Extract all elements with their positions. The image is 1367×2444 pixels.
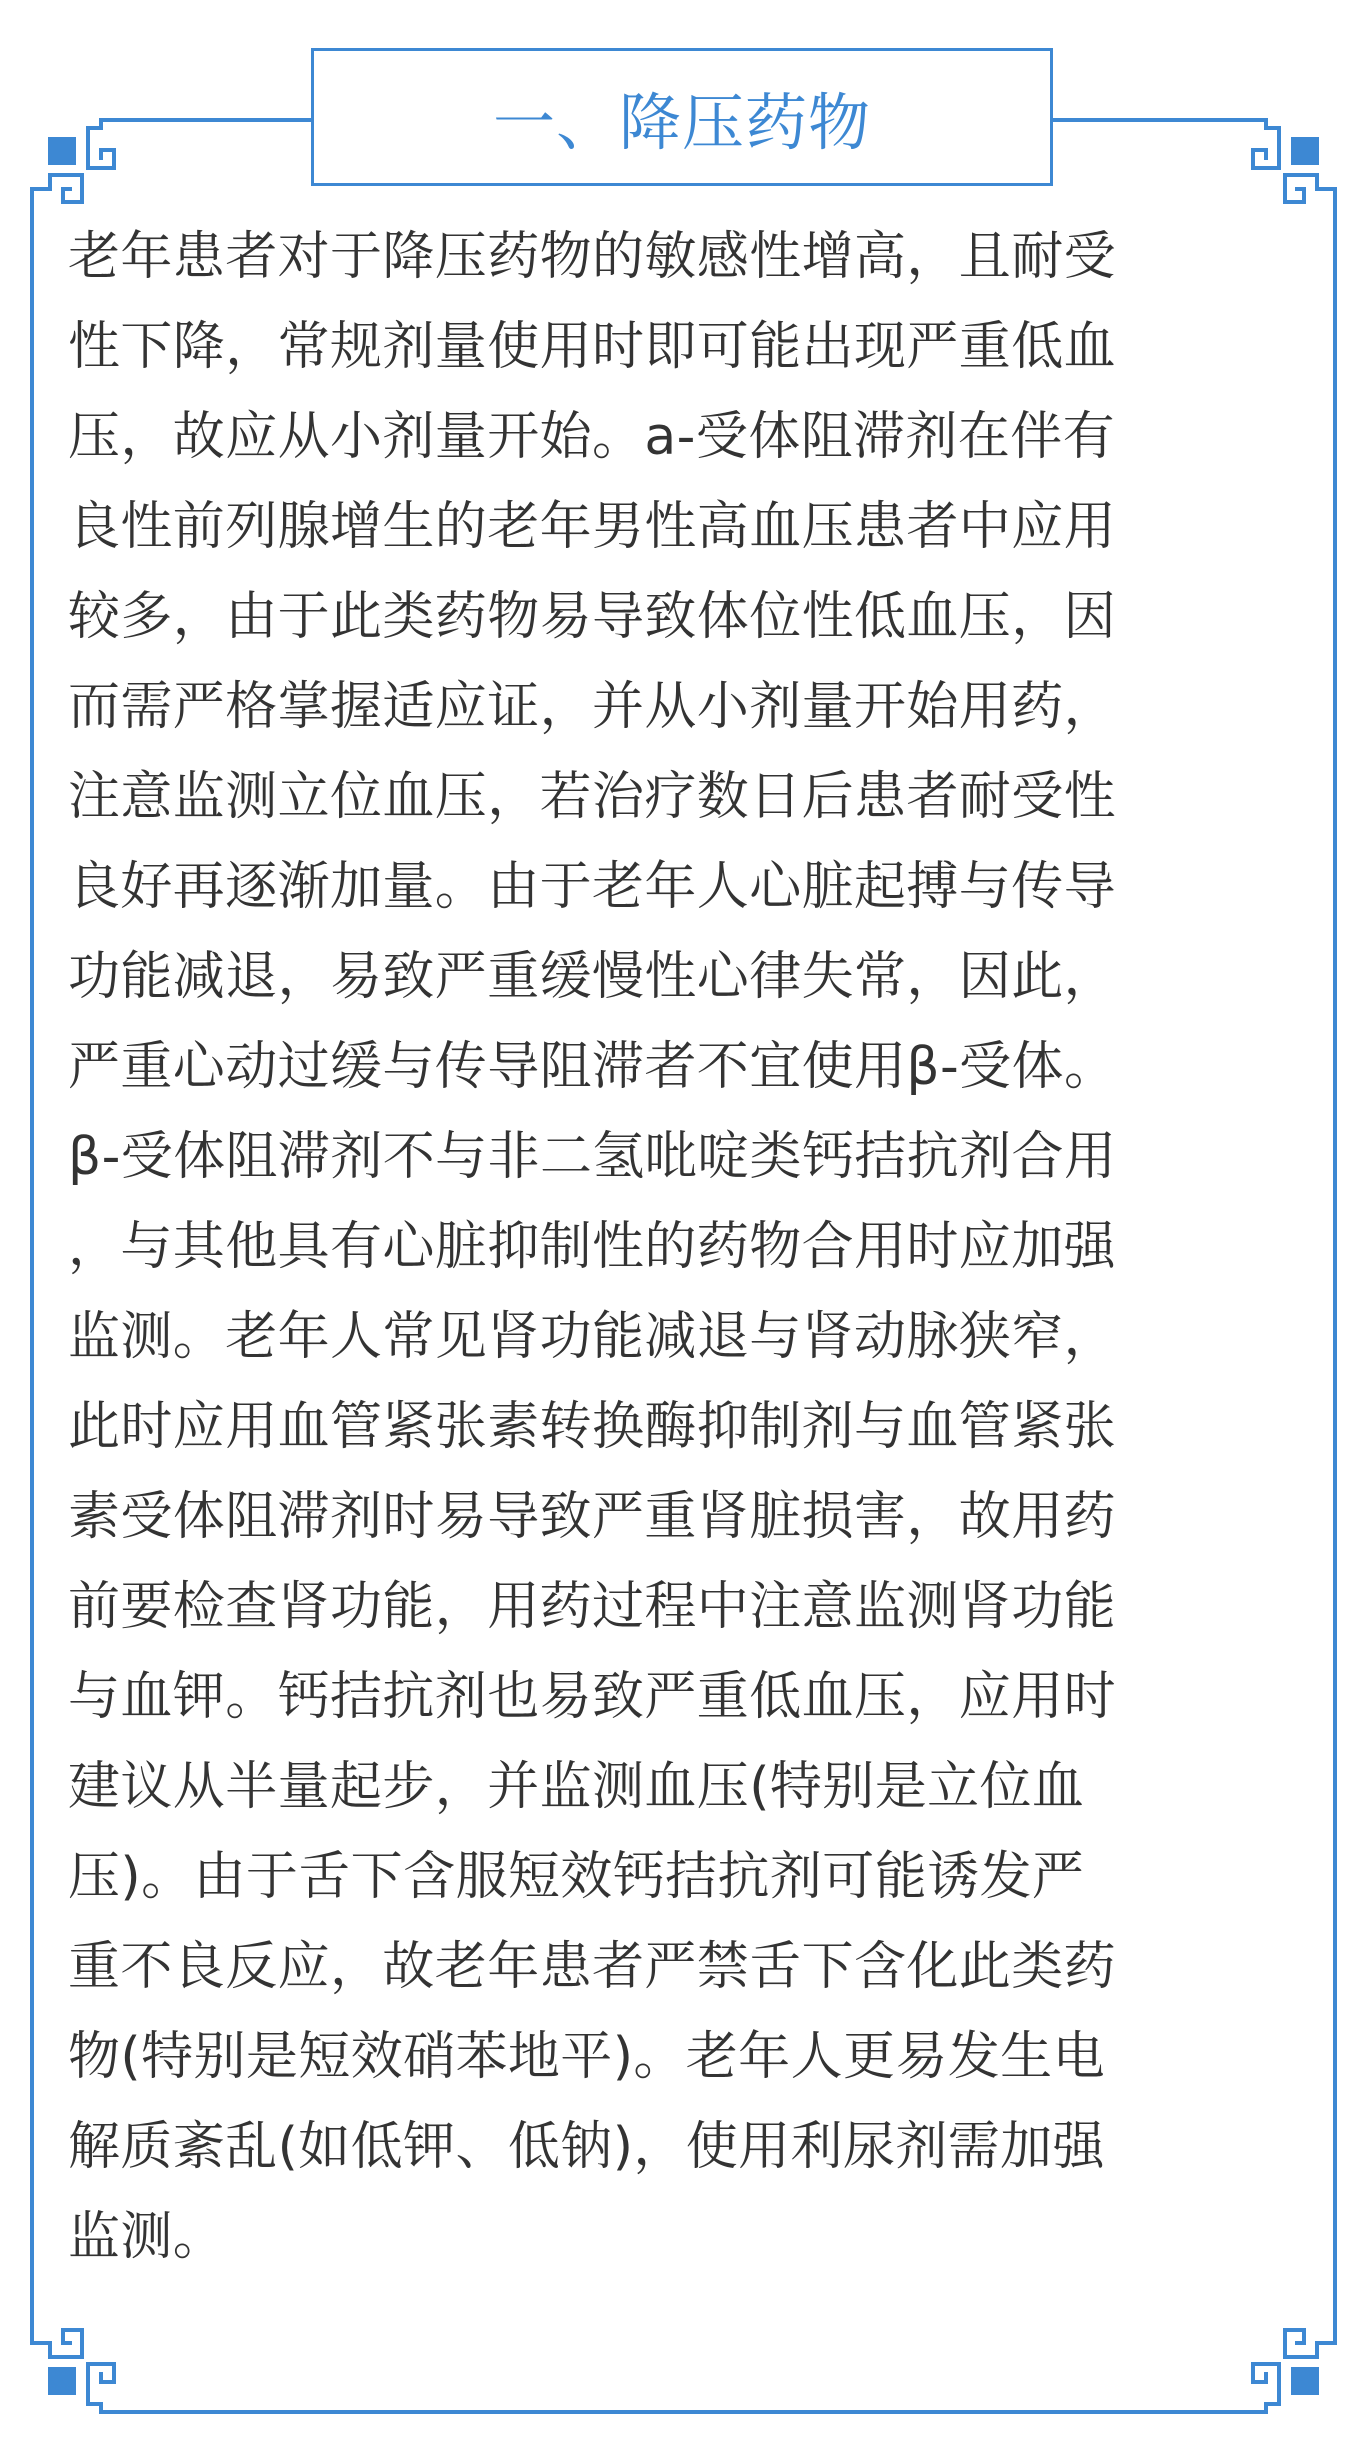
paragraph-line: 解质紊乱(如低钾、低钠)，使用利尿剂需加强: [68, 2117, 1105, 2177]
paragraph-line: 良好再逐渐加量。由于老年人心脏起搏与传导: [68, 857, 1117, 917]
paragraph-line: 监测。老年人常见肾功能减退与肾动脉狭窄，: [68, 1307, 1117, 1367]
paragraph-line: 监测。: [68, 2207, 226, 2267]
paragraph-line: 与血钾。钙拮抗剂也易致严重低血压，应用时: [68, 1667, 1117, 1727]
paragraph-line: 压)。由于舌下含服短效钙拮抗剂可能诱发严: [68, 1847, 1085, 1907]
section-title-box: [311, 48, 1053, 186]
paragraph-line: 重不良反应，故老年患者严禁舌下含化此类药: [68, 1937, 1117, 1997]
paragraph-line: 此时应用血管紧张素转换酶抑制剂与血管紧张: [68, 1397, 1117, 1457]
paragraph-line: 而需严格掌握适应证，并从小剂量开始用药，: [68, 677, 1117, 737]
paragraph-line: 前要检查肾功能，用药过程中注意监测肾功能: [68, 1577, 1117, 1637]
paragraph-line: 较多，由于此类药物易导致体位性低血压，因: [68, 587, 1117, 647]
paragraph-line: 良性前列腺增生的老年男性高血压患者中应用: [68, 497, 1117, 557]
paragraph-line: 严重心动过缓与传导阻滞者不宜使用β-受体。: [68, 1037, 1117, 1097]
paragraph-line: 建议从半量起步，并监测血压(特别是立位血: [68, 1757, 1085, 1817]
paragraph-line: 性下降，常规剂量使用时即可能出现严重低血: [68, 317, 1117, 377]
paragraph-line: β-受体阻滞剂不与非二氢吡啶类钙拮抗剂合用: [68, 1127, 1117, 1187]
paragraph-line: 物(特别是短效硝苯地平)。老年人更易发生电: [68, 2027, 1105, 2087]
paragraph-line: 素受体阻滞剂时易导致严重肾脏损害，故用药: [68, 1487, 1117, 1547]
paragraph-line: 压，故应从小剂量开始。a-受体阻滞剂在伴有: [68, 407, 1116, 467]
paragraph-line: 功能减退，易致严重缓慢性心律失常，因此，: [68, 947, 1117, 1007]
paragraph-line: 老年患者对于降压药物的敏感性增高，且耐受: [68, 227, 1117, 287]
section-title: 一、降压药物: [492, 85, 871, 159]
paragraph: [68, 212, 1308, 2282]
paragraph-line: ，与其他具有心脏抑制性的药物合用时应加强: [68, 1217, 1117, 1277]
paragraph-line: 注意监测立位血压，若治疗数日后患者耐受性: [68, 767, 1117, 827]
